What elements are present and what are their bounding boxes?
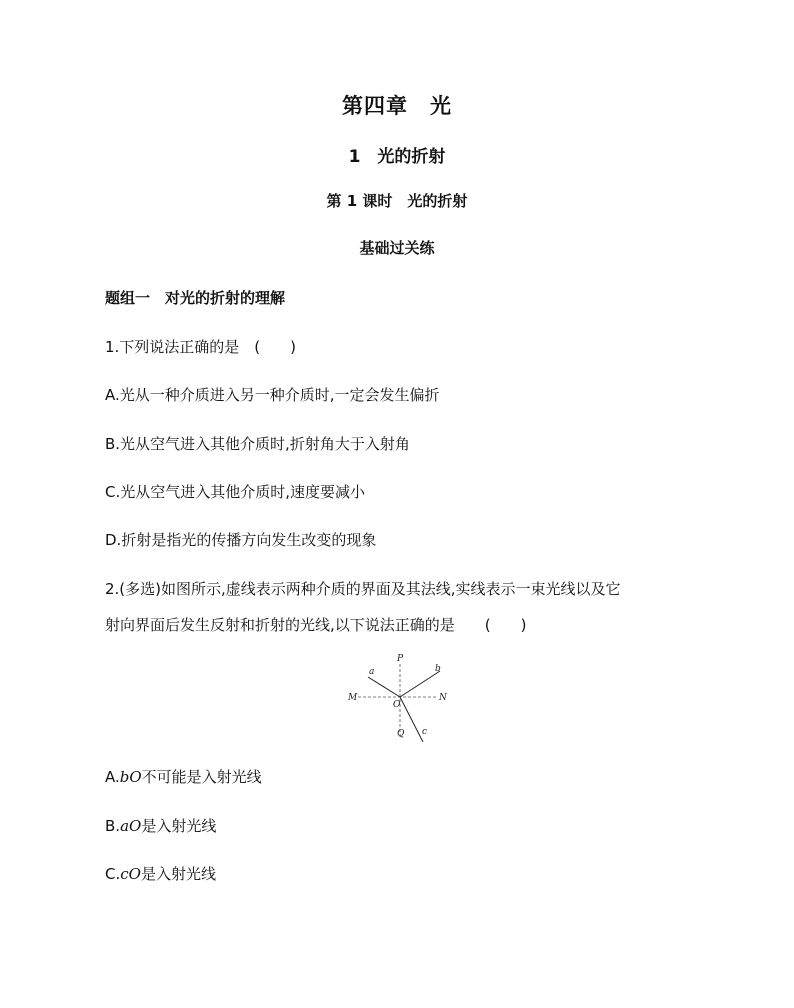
option-prefix: C. [105,865,121,883]
label-q: Q [397,729,405,739]
section-title: 1 光的折射 [348,147,446,167]
q2-stem-line1: 2.(多选)如图所示,虚线表示两种介质的界面及其法线,实线表示一束光线以及它 [105,580,621,598]
ray-name: aO [120,817,142,835]
option-prefix: A. [105,768,120,786]
ray-a [368,677,400,697]
label-m: M [348,693,358,703]
label-a: a [369,667,375,677]
chapter-title: 第四章 光 [342,94,452,118]
ray-name: bO [119,768,142,786]
q1-stem: 1.下列说法正确的是 ( ) [105,338,297,356]
exercise-title: 基础过关练 [359,239,435,257]
lesson-title: 第 1 课时 光的折射 [326,192,468,210]
option-prefix: B. [105,817,121,835]
ray-b [400,671,440,697]
label-o: O [393,700,401,710]
ray-name: cO [120,865,141,883]
option-text: 不可能是入射光线 [141,768,262,786]
option-text: 是入射光线 [141,817,217,835]
q2-stem-line2: 射向界面后发生反射和折射的光线,以下说法正确的是 ( ) [105,616,527,634]
q2-option-a [105,766,262,787]
label-b: b [435,664,441,674]
group-title: 题组一 对光的折射的理解 [105,289,286,307]
q1-option-d: D.折射是指光的传播方向发生改变的现象 [105,531,377,549]
refraction-diagram [340,650,460,750]
label-p: P [397,654,404,664]
label-c: c [422,727,428,737]
q2-option-b [105,815,216,836]
q1-option-b: B.光从空气进入其他介质时,折射角大于入射角 [105,435,410,453]
label-n: N [439,693,447,703]
option-text: 是入射光线 [140,865,216,883]
q1-option-c: C.光从空气进入其他介质时,速度要减小 [105,483,366,501]
q1-option-a: A.光从一种介质进入另一种介质时,一定会发生偏折 [105,386,440,404]
q2-option-c [105,863,216,884]
